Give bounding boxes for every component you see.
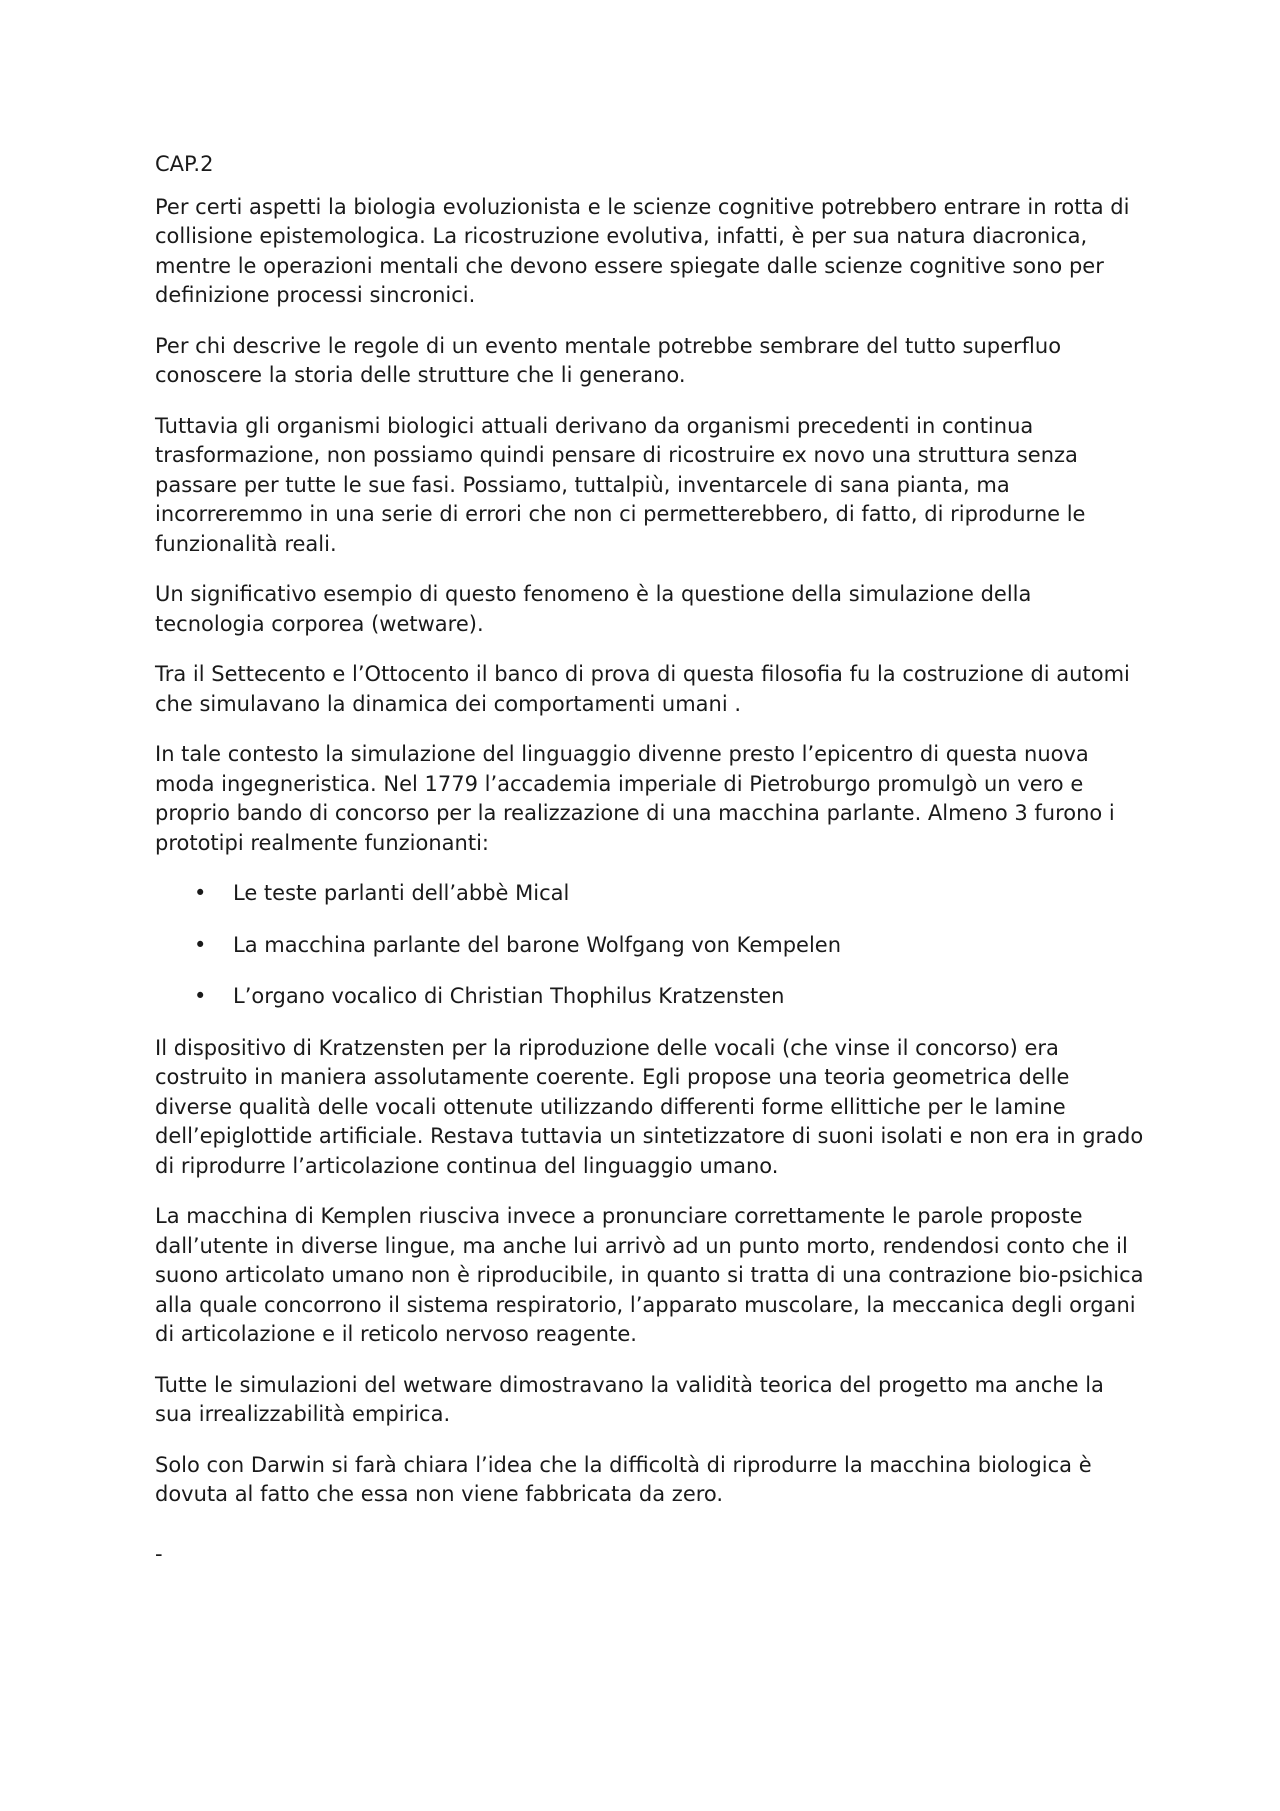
paragraph-2: Per chi descrive le regole di un evento mentale potrebbe sembrare del tutto superfluo conoscere la storia delle strutture che li generano. [155, 333, 1062, 387]
bullet-item [155, 982, 1145, 1012]
paragraph-7: Il dispositivo di Kratzensten per la riproduzione delle vocali (che vinse il concorso) era costruito in maniera assolutamente coerente. Egli propose una teoria geometrica delle diverse qualità delle vocali ottenute utilizzando differenti forme ellittiche per le lamine dell’epiglottide artificiale. Restava tuttavia un sintetizzatore di suoni isolati e non era in grado di riprodurre l’articolazione continua del linguaggio umano. [155, 1035, 1144, 1178]
bullet-text: Le teste parlanti dell’abbè Mical [233, 881, 570, 905]
paragraph-4: Un significativo esempio di questo fenomeno è la questione della simulazione della tecnologia corporea (wetware). [155, 582, 1032, 636]
paragraph-5: Tra il Settecento e l’Ottocento il banco di prova di questa filosofia fu la costruzione di automi che simulavano la dinamica dei comportamenti umani . [155, 662, 1130, 716]
bullet-icon: • [194, 932, 207, 957]
paragraph-8: La macchina di Kemplen riusciva invece a pronunciare correttamente le parole proposte dall’utente in diverse lingue, ma anche lui arrivò ad un punto morto, rendendosi conto che il suono articolato umano non è riproducibile, in quanto si tratta di una contrazione bio-psichica alla quale concorrono il sistema respiratorio, l’apparato muscolare, la meccanica degli organi di articolazione e il reticolo nervoso reagente. [155, 1204, 1144, 1346]
chapter-heading: CAP.2 [155, 152, 214, 176]
paragraph-1: Per certi aspetti la biologia evoluzionista e le scienze cognitive potrebbero entrare in rotta di collisione epistemologica. La ricostruzione evolutiva, infatti, è per sua natura diacronica, mentre le operazioni mentali che devono essere spiegate dalle scienze cognitive sono per definizione processi sincronici. [155, 194, 1130, 307]
paragraph-3: Tuttavia gli organismi biologici attuali derivano da organismi precedenti in continua trasformazione, non possiamo quindi pensare di ricostruire ex novo una struttura senza passare per tutte le sue fasi. Possiamo, tuttalpiù, inventarcele di sana pianta, ma incorreremmo in una serie di errori che non ci permetterebbero, di fatto, di riprodurne le funzionalità reali. [155, 413, 1086, 556]
bullet-icon: • [194, 984, 207, 1008]
bullet-icon: • [194, 881, 207, 905]
bullet-text: La macchina parlante del barone Wolfgang von Kempelen [233, 932, 842, 957]
bullet-item [155, 879, 1145, 909]
bullet-item [155, 931, 1145, 961]
bullet-text: L’organo vocalico di Christian Thophilus Kratzensten [233, 984, 785, 1008]
document-page [155, 150, 1145, 1590]
paragraph-9: Tutte le simulazioni del wetware dimostravano la validità teorica del progetto ma anche la sua irrealizzabilità empirica. [155, 1372, 1104, 1426]
bullet-list [155, 879, 1145, 1012]
paragraph-6: In tale contesto la simulazione del linguaggio divenne presto l’epicentro di questa nuova moda ingegneristica. Nel 1779 l’accademia imperiale di Pietroburgo promulgò un vero e proprio bando di concorso per la realizzazione di una macchina parlante. Almeno 3 furono i prototipi realmente funzionanti: [155, 742, 1115, 855]
paragraph-10: Solo con Darwin si farà chiara l’idea che la difficoltà di riprodurre la macchina biologica è dovuta al fatto che essa non viene fabbricata da zero. [155, 1452, 1092, 1506]
trailing-dash: - [155, 1541, 163, 1566]
